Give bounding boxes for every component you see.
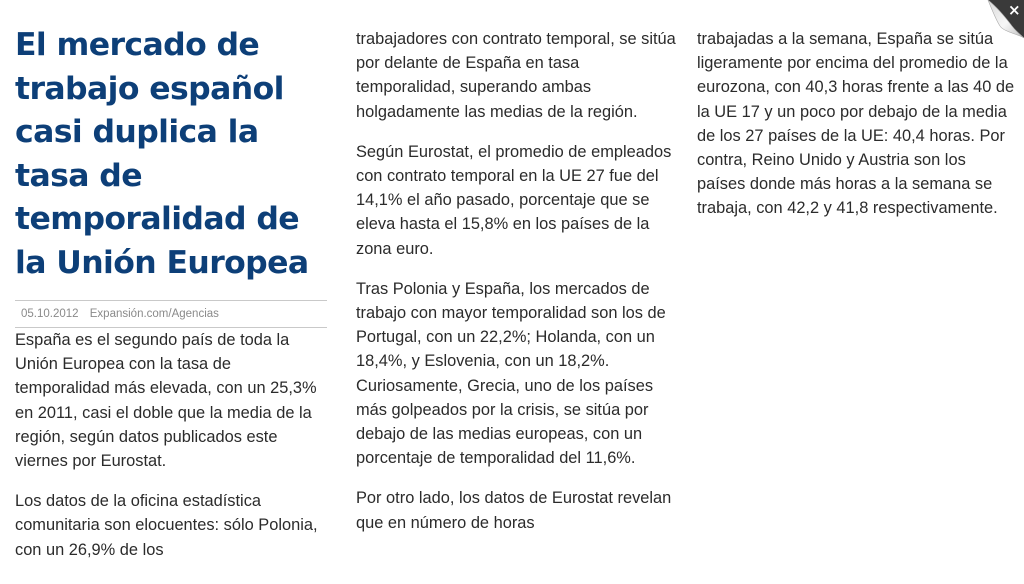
article-column-1 bbox=[15, 0, 327, 578]
article-meta bbox=[15, 300, 327, 328]
article-column-2 bbox=[356, 27, 676, 551]
article-paragraph: España es el segundo país de toda la Unión Europea con la tasa de temporalidad más elevada, con un 25,3% en 2011, casi el doble que la media de la región, según datos publicados este viernes por Eurostat. bbox=[15, 331, 317, 471]
page-curl-icon bbox=[968, 0, 1024, 42]
article-paragraph: Por otro lado, los datos de Eurostat revelan que en número de horas bbox=[356, 489, 672, 532]
close-icon[interactable]: × bbox=[1008, 1, 1021, 19]
article-paragraph: Tras Polonia y España, los mercados de trabajo con mayor temporalidad son los de Portugal, con un 22,2%; Holanda, con un 18,4%, y Eslovenia, con un 18,2%. Curiosamente, Grecia, uno de los países más golpeados por la crisis, se sitúa por debajo de las medias europeas, con un porcentaje de temporalidad del 11,6%. bbox=[356, 279, 666, 468]
article-paragraph: Los datos de la oficina estadística comunitaria son elocuentes: sólo Polonia, con un 26,9% de los bbox=[15, 492, 318, 559]
article-source: Expansión.com/Agencias bbox=[89, 308, 219, 320]
article-column-3 bbox=[697, 27, 1017, 237]
article-paragraph: trabajadas a la semana, España se sitúa ligeramente por encima del promedio de la eurozona, con 40,3 horas frente a las 40 de la UE 17 y un poco por debajo de la media de los 27 países de la UE: 40,4 horas. Por contra, Reino Unido y Austria son los países donde más horas a la semana se trabaja, con 42,2 y 41,8 respectivamente. bbox=[697, 30, 1015, 218]
article-date: 05.10.2012 bbox=[21, 308, 79, 320]
article-paragraph: Según Eurostat, el promedio de empleados con contrato temporal en la UE 27 fue del 14,1% el año pasado, porcentaje que se eleva hasta el 15,8% en los países de la zona euro. bbox=[356, 142, 672, 258]
article-paragraph: trabajadores con contrato temporal, se sitúa por delante de España en tasa temporalidad, superando ambas holgadamente las medias de la región. bbox=[356, 30, 676, 121]
page-curl-close-button[interactable] bbox=[968, 0, 1024, 42]
article-headline: El mercado de trabajo español casi duplica la tasa de temporalidad de la Unión Europea bbox=[15, 27, 309, 281]
